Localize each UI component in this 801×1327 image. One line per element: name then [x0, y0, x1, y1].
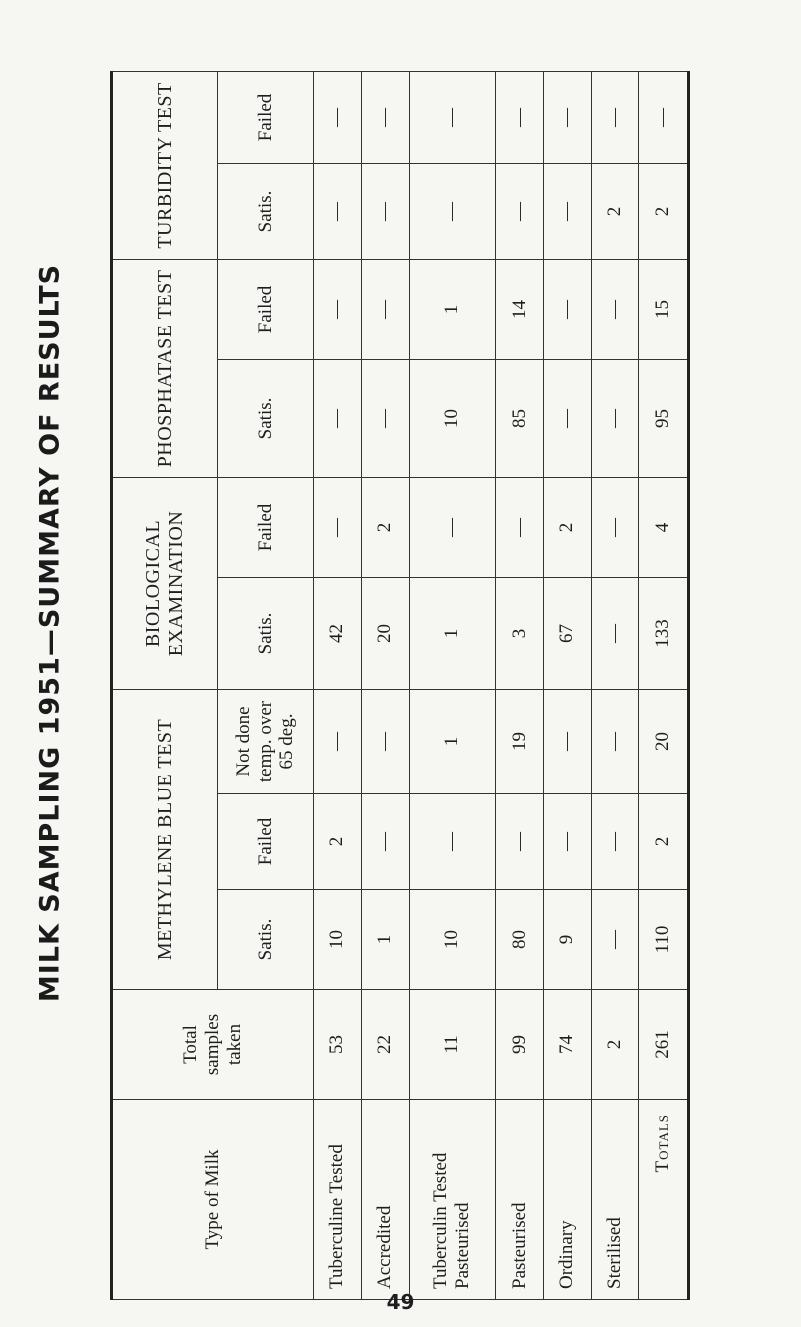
table-row — [361, 71, 409, 1299]
row-bio-failed: 2 — [543, 477, 591, 577]
row-bio-failed: — — [409, 477, 496, 577]
table-row — [496, 71, 544, 1299]
milk-sampling-summary-table — [110, 71, 690, 1300]
row-mb-satis: 10 — [314, 890, 362, 990]
page-title-text: MILK SAMPLING 1951—SUMMARY OF RESULTS — [34, 263, 66, 1003]
row-ph-satis: — — [591, 359, 639, 477]
row-type: Tuberculine Tested — [314, 1100, 362, 1300]
row-tu-failed: — — [543, 71, 591, 163]
row-total: 22 — [361, 990, 409, 1100]
row-mb-not-done: 1 — [409, 689, 496, 793]
row-tu-satis: 2 — [591, 163, 639, 259]
table-row — [409, 71, 496, 1299]
table-row — [314, 71, 362, 1299]
row-mb-not-done: — — [361, 689, 409, 793]
row-tu-failed: — — [409, 71, 496, 163]
totals-ph-failed: 15 — [639, 259, 689, 359]
table-row — [591, 71, 639, 1299]
totals-row — [639, 71, 689, 1299]
row-bio-satis: 1 — [409, 577, 496, 689]
row-bio-failed: — — [591, 477, 639, 577]
row-mb-not-done: — — [591, 689, 639, 793]
row-tu-failed: — — [361, 71, 409, 163]
header-tu-satis: Satis. — [218, 163, 314, 259]
row-ph-failed: — — [314, 259, 362, 359]
row-tu-satis: — — [409, 163, 496, 259]
row-bio-satis: 67 — [543, 577, 591, 689]
row-mb-satis: — — [591, 890, 639, 990]
row-tu-satis: — — [543, 163, 591, 259]
row-ph-failed: 14 — [496, 259, 544, 359]
row-mb-not-done: — — [314, 689, 362, 793]
totals-bio-failed: 4 — [639, 477, 689, 577]
row-type: Tuberculin Tested Pasteurised — [409, 1100, 496, 1300]
row-type: Accredited — [361, 1100, 409, 1300]
totals-mb-satis: 110 — [639, 890, 689, 990]
row-mb-satis: 9 — [543, 890, 591, 990]
row-bio-failed: — — [314, 477, 362, 577]
totals-mb-failed: 2 — [639, 794, 689, 890]
row-ph-satis: 85 — [496, 359, 544, 477]
row-total: 11 — [409, 990, 496, 1100]
header-ph-failed: Failed — [218, 259, 314, 359]
row-bio-failed: 2 — [361, 477, 409, 577]
row-tu-failed: — — [496, 71, 544, 163]
row-mb-failed: — — [496, 794, 544, 890]
header-biological-examination: BIOLOGICAL EXAMINATION — [112, 477, 218, 689]
row-bio-satis: 20 — [361, 577, 409, 689]
header-mb-failed: Failed — [218, 794, 314, 890]
row-total: 99 — [496, 990, 544, 1100]
row-mb-not-done: — — [543, 689, 591, 793]
row-ph-satis: — — [361, 359, 409, 477]
row-mb-failed: — — [543, 794, 591, 890]
row-tu-satis: — — [314, 163, 362, 259]
row-mb-not-done: 19 — [496, 689, 544, 793]
row-bio-satis: — — [591, 577, 639, 689]
row-type: Sterilised — [591, 1100, 639, 1300]
row-bio-satis: 42 — [314, 577, 362, 689]
header-mb-not-done: Not done temp. over 65 deg. — [218, 689, 314, 793]
row-tu-failed: — — [314, 71, 362, 163]
header-bio-failed: Failed — [218, 477, 314, 577]
row-mb-satis: 10 — [409, 890, 496, 990]
header-mb-satis: Satis. — [218, 890, 314, 990]
row-bio-satis: 3 — [496, 577, 544, 689]
row-mb-satis: 80 — [496, 890, 544, 990]
row-ph-failed: 1 — [409, 259, 496, 359]
header-phosphatase-test: PHOSPHATASE TEST — [112, 259, 218, 477]
page-number: 49 — [386, 1290, 415, 1314]
row-ph-satis: 10 — [409, 359, 496, 477]
header-bio-satis: Satis. — [218, 577, 314, 689]
row-total: 53 — [314, 990, 362, 1100]
row-mb-failed: — — [361, 794, 409, 890]
row-ph-satis: — — [314, 359, 362, 477]
totals-tu-satis: 2 — [639, 163, 689, 259]
row-tu-failed: — — [591, 71, 639, 163]
row-total: 2 — [591, 990, 639, 1100]
header-total-samples: Total samples taken — [112, 990, 314, 1100]
totals-bio-satis: 133 — [639, 577, 689, 689]
row-mb-failed: — — [409, 794, 496, 890]
totals-total: 261 — [639, 990, 689, 1100]
totals-label: Totals — [639, 1100, 689, 1300]
row-ph-failed: — — [543, 259, 591, 359]
row-mb-satis: 1 — [361, 890, 409, 990]
row-ph-failed: — — [361, 259, 409, 359]
row-type: Pasteurised — [496, 1100, 544, 1300]
row-type: Ordinary — [543, 1100, 591, 1300]
header-tu-failed: Failed — [218, 71, 314, 163]
row-tu-satis: — — [496, 163, 544, 259]
totals-ph-satis: 95 — [639, 359, 689, 477]
header-methylene-blue-test: METHYLENE BLUE TEST — [112, 689, 218, 989]
header-turbidity-test: TURBIDITY TEST — [112, 71, 218, 259]
totals-tu-failed: — — [639, 71, 689, 163]
row-mb-failed: — — [591, 794, 639, 890]
row-bio-failed: — — [496, 477, 544, 577]
row-ph-satis: — — [543, 359, 591, 477]
totals-mb-not-done: 20 — [639, 689, 689, 793]
row-ph-failed: — — [591, 259, 639, 359]
header-ph-satis: Satis. — [218, 359, 314, 477]
summary-table-rotated — [110, 72, 690, 1300]
row-tu-satis: — — [361, 163, 409, 259]
row-mb-failed: 2 — [314, 794, 362, 890]
header-type-of-milk: Type of Milk — [112, 1100, 314, 1300]
table-row — [543, 71, 591, 1299]
row-total: 74 — [543, 990, 591, 1100]
page-title — [20, 263, 80, 1003]
